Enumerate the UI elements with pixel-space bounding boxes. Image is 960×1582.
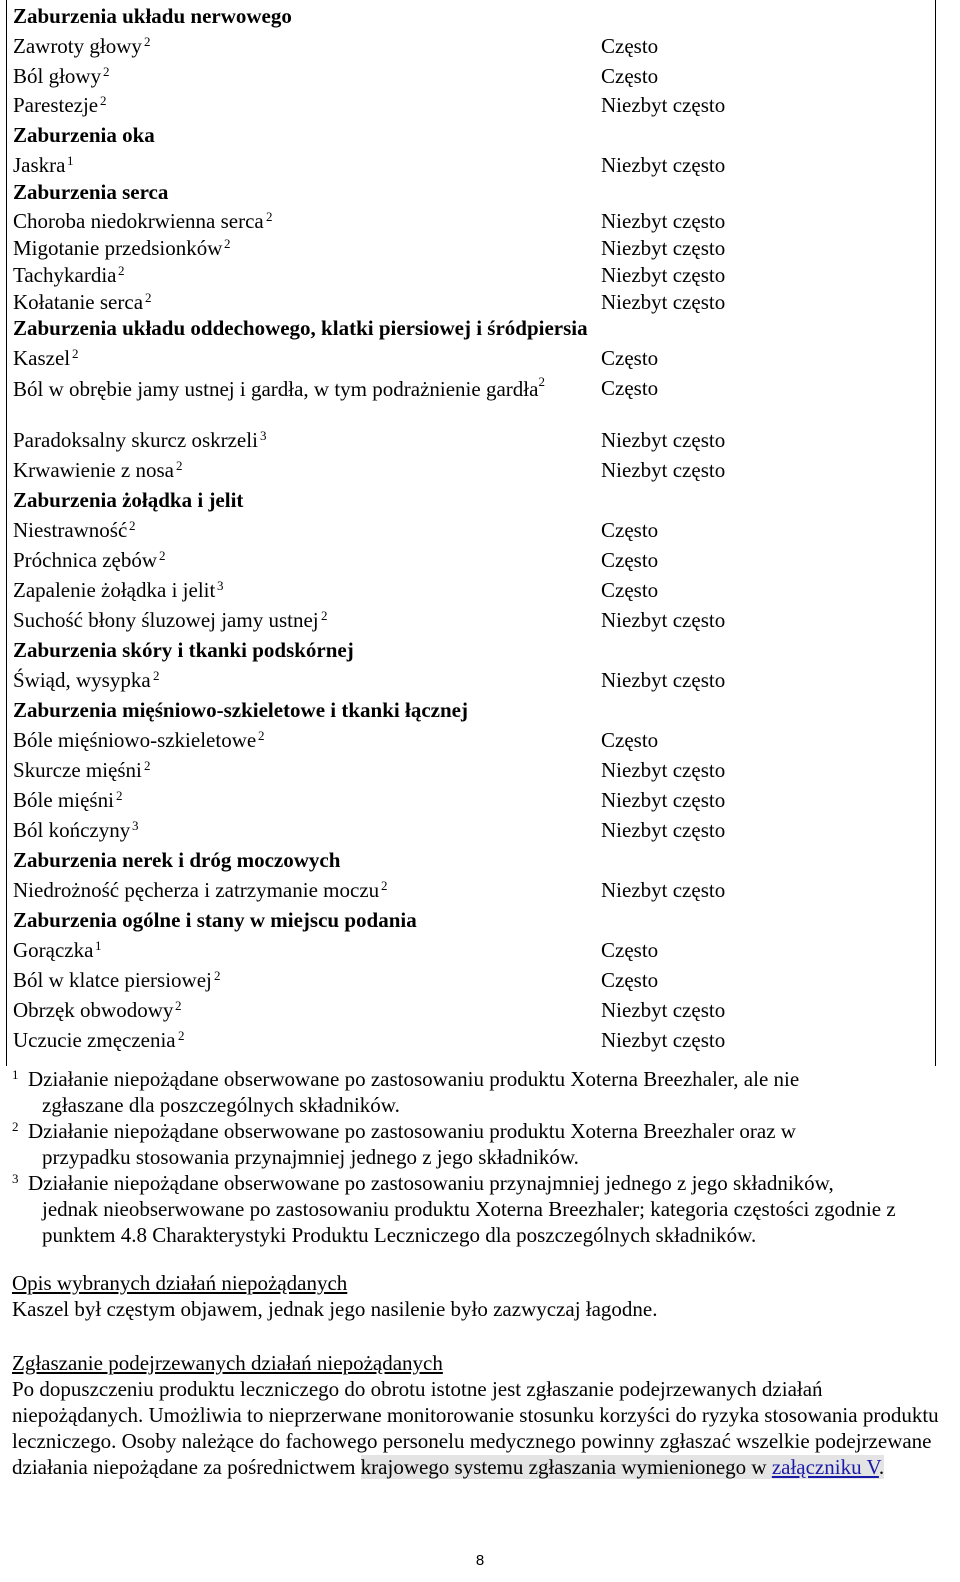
frequency: Często <box>601 938 659 962</box>
footnote-2 <box>12 1118 957 1170</box>
reaction-name: Zawroty głowy <box>13 34 142 58</box>
category-name: Zaburzenia układu oddechowego, klatki piersiowej i śródpiersia <box>13 316 588 340</box>
reaction-name: Uczucie zmęczenia <box>13 1028 176 1052</box>
page-number: 8 <box>475 1552 485 1569</box>
reaction-name: Próchnica zębów <box>13 548 158 572</box>
reaction-name: Ból kończyny <box>13 818 131 842</box>
reaction-name: Kołatanie serca <box>13 290 144 314</box>
reaction-name: Bóle mięśniowo-szkieletowe <box>13 728 257 752</box>
frequency: Często <box>601 968 659 992</box>
category-name: Zaburzenia ogólne i stany w miejscu podania <box>13 908 417 932</box>
footnote-text: Działanie niepożądane obserwowane po zastosowaniu przynajmniej jednego z jego składników, <box>28 1171 834 1195</box>
body-text: Po dopuszczeniu produktu leczniczego do obrotu istotne jest zgłaszanie podejrzewanych działań niepożądanych. Umożliwia to nieprzerwane monitorowanie stosunku korzyści do ryzyka stosowania produktu leczniczego. Osoby należące do fachowego personelu medycznego powinny zgłaszać wszelkie podejrzewane działania niepożądane za pośrednictwem <box>12 1377 939 1479</box>
footnotes <box>12 1066 957 1248</box>
reaction-name: Obrzęk obwodowy <box>13 998 174 1022</box>
annex-v-link[interactable]: załączniku V <box>771 1455 879 1479</box>
section-body <box>12 1376 952 1480</box>
section-heading: Zgłaszanie podejrzewanych działań niepożądanych <box>12 1351 443 1375</box>
reaction-name: Parestezje <box>13 93 99 117</box>
reaction-name: Świąd, wysypka <box>13 668 151 692</box>
reaction-name: Gorączka <box>13 938 94 962</box>
frequency: Niezbyt często <box>601 788 726 812</box>
frequency: Niezbyt często <box>601 818 726 842</box>
frequency: Często <box>601 518 659 542</box>
footnote-number: 1 <box>12 1067 19 1082</box>
category-name: Zaburzenia oka <box>13 123 155 147</box>
frequency: Niezbyt często <box>601 668 726 692</box>
table-right-border <box>935 0 936 1066</box>
reaction-name: Niestrawność <box>13 518 128 542</box>
category-name: Zaburzenia serca <box>13 180 169 204</box>
footnote-text: Działanie niepożądane obserwowane po zastosowaniu produktu Xoterna Breezhaler oraz w <box>28 1119 796 1143</box>
reaction-name: Suchość błony śluzowej jamy ustnej <box>13 608 319 632</box>
period: . <box>878 1455 885 1479</box>
footnote-ref: 2 <box>538 374 545 389</box>
reaction-name: Paradoksalny skurcz oskrzeli <box>13 428 258 452</box>
reaction-name: Kaszel <box>13 346 71 370</box>
frequency: Niezbyt często <box>601 758 726 782</box>
frequency: Często <box>601 346 659 370</box>
frequency: Niezbyt często <box>601 236 726 260</box>
reaction-name: Ból w obrębie jamy ustnej i gardła, w tym podrażnienie gardła$^2$ <box>13 374 545 401</box>
frequency: Niezbyt często <box>601 153 726 177</box>
frequency: Niezbyt często <box>601 263 726 287</box>
reaction-name: Bóle mięśni <box>13 788 114 812</box>
section-selected-reactions <box>12 1270 952 1322</box>
frequency: Niezbyt często <box>601 458 726 482</box>
frequency: Często <box>601 376 659 400</box>
highlighted-text-part: krajowego systemu zgłaszania wymienionego w <box>360 1455 772 1479</box>
category-name: Zaburzenia układu nerwowego <box>13 4 292 28</box>
footnote-number: 2 <box>12 1119 19 1134</box>
frequency: Niezbyt często <box>601 998 726 1022</box>
footnote-text-cont: jednak nieobserwowane po zastosowaniu produktu Xoterna Breezhaler; kategoria częstości zgodnie z punktem 4.8 Charakterystyki Produktu Leczniczego dla poszczególnych składników. <box>42 1197 896 1247</box>
frequency: Niezbyt często <box>601 428 726 452</box>
highlighted-text <box>361 1455 885 1479</box>
reaction-name: Jaskra <box>13 153 66 177</box>
frequency: Często <box>601 64 659 88</box>
category-name: Zaburzenia skóry i tkanki podskórnej <box>13 638 354 662</box>
footnote-1 <box>12 1066 957 1118</box>
footnote-number: 3 <box>12 1171 19 1186</box>
section-heading: Opis wybranych działań niepożądanych <box>12 1271 348 1295</box>
reaction-name: Choroba niedokrwienna serca <box>13 209 264 233</box>
section-body: Kaszel był częstym objawem, jednak jego nasilenie było zazwyczaj łagodne. <box>12 1297 658 1321</box>
frequency: Niezbyt często <box>601 1028 726 1052</box>
reaction-name: Ból w klatce piersiowej <box>13 968 212 992</box>
category-name: Zaburzenia mięśniowo-szkieletowe i tkanki łącznej <box>13 698 468 722</box>
frequency: Niezbyt często <box>601 290 726 314</box>
frequency: Często <box>601 548 659 572</box>
footnote-3 <box>12 1170 957 1248</box>
reaction-name: Niedrożność pęcherza i zatrzymanie moczu <box>13 878 380 902</box>
reaction-name: Migotanie przedsionków <box>13 236 223 260</box>
footnote-text: Działanie niepożądane obserwowane po zastosowaniu produktu Xoterna Breezhaler, ale nie <box>28 1067 800 1091</box>
frequency: Często <box>601 578 659 602</box>
reaction-name: Zapalenie żołądka i jelit <box>13 578 216 602</box>
reaction-name: Krwawienie z nosa <box>13 458 174 482</box>
table-left-border <box>6 0 7 1066</box>
reaction-name: Ból głowy <box>13 64 102 88</box>
frequency: Niezbyt często <box>601 878 726 902</box>
frequency: Niezbyt często <box>601 608 726 632</box>
footnote-text-cont: zgłaszane dla poszczególnych składników. <box>42 1093 400 1117</box>
adverse-reactions-table: Zaburzenia układu nerwowego Zawroty głowy 2 Często Ból głowy 2 Często Parestezje 2 Niezbyt często Zaburzenia oka Jaskra 1 Niezbyt często Zaburzenia serca Choroba niedokrwienna serca 2 Niezbyt często Migotanie przedsionków 2 Niezbyt często Tachykardia 2 Niezbyt często Kołatanie serca 2 Niezbyt często Zaburzenia układu oddechowego, klatki piersiowej i śródpiersia Kaszel 2 Często Ból w obrębie jamy ustnej i gardła, w tym podrażnienie gardła$^2$ Często Paradoksalny skurcz oskrzeli 3 Niezbyt często Krwawienie z nosa 2 Niezbyt często Zaburzenia żołądka i jelit Niestrawność 2 Często Próchnica zębów 2 Często Zapalenie żołądka i jelit 3 Często Suchość błony śluzowej jamy ustnej 2 Niezbyt często Zaburzenia skóry i tkanki podskórnej Świąd, wysypka 2 Niezbyt często Zaburzenia mięśniowo-szkieletowe i tkanki łącznej Bóle mięśniowo-szkieletowe 2 Często Skurcze mięśni 2 Niezbyt często Bóle mięśni 2 Niezbyt często Ból kończyny 3 Niezbyt często Zaburzenia nerek i dróg moczowych Niedrożność pęcherza i zatrzymanie moczu 2 Niezbyt często Zaburzenia ogólne i stany w miejscu podania Gorączka 1 Często Ból w klatce piersiowej 2 Często Obrzęk obwodowy 2 Niezbyt często Uczucie zmęczenia 2 Niezbyt często <box>0 0 940 1066</box>
category-name: Zaburzenia żołądka i jelit <box>13 488 244 512</box>
category-name: Zaburzenia nerek i dróg moczowych <box>13 848 341 872</box>
reaction-name: Skurcze mięśni <box>13 758 142 782</box>
reaction-name: Tachykardia <box>13 263 117 287</box>
frequency: Niezbyt często <box>601 209 726 233</box>
section-reporting <box>12 1350 952 1480</box>
footnote-text-cont: przypadku stosowania przynajmniej jednego z jego składników. <box>42 1145 579 1169</box>
frequency: Często <box>601 34 659 58</box>
frequency: Często <box>601 728 659 752</box>
frequency: Niezbyt często <box>601 93 726 117</box>
